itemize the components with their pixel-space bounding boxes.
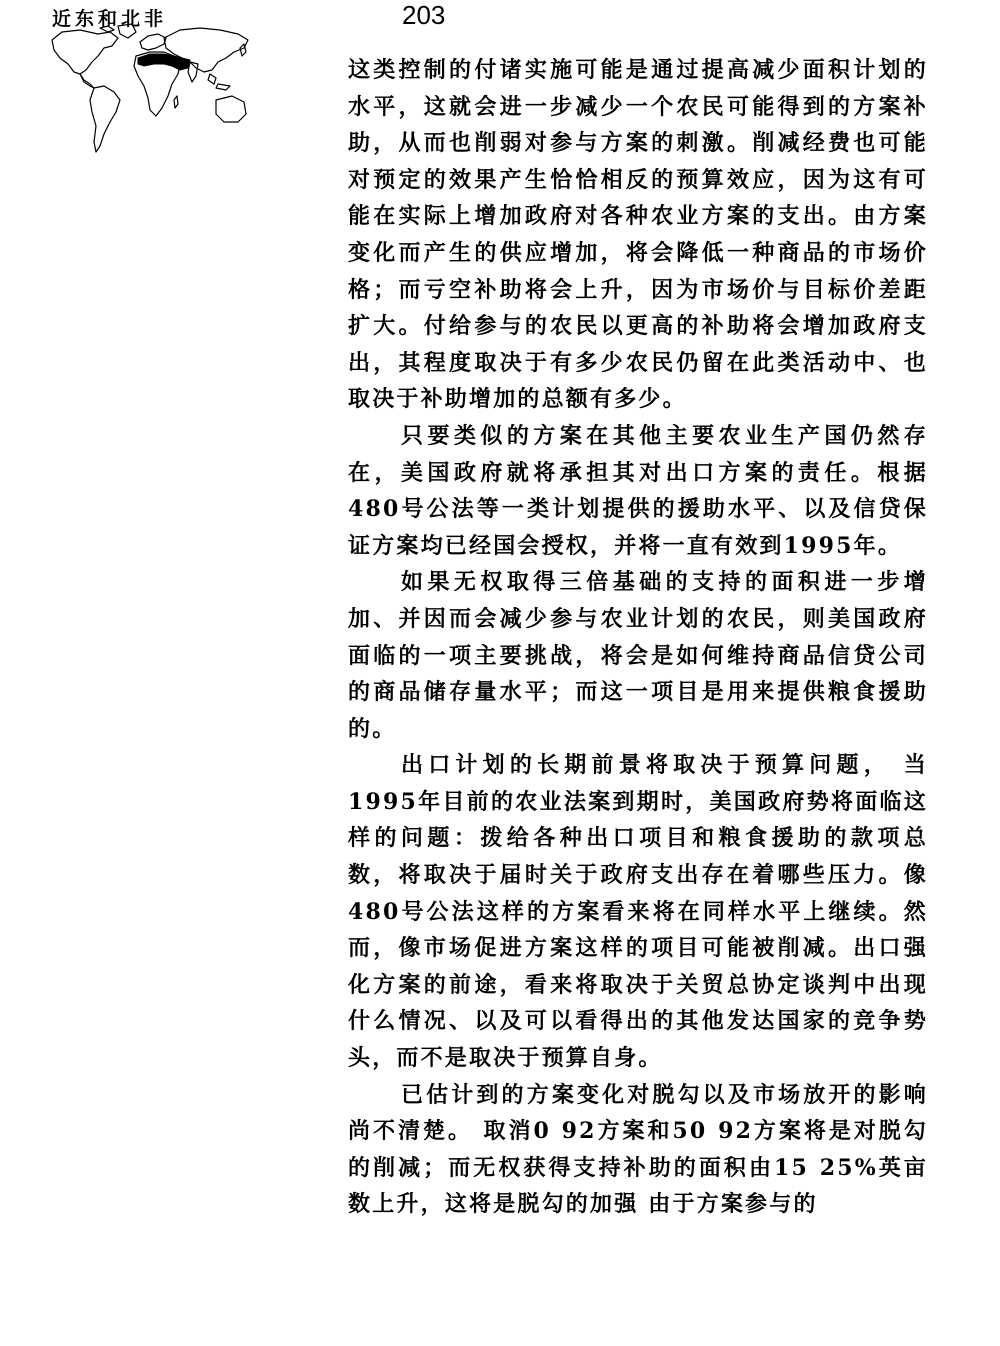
paragraph: 出口计划的长期前景将取决于预算问题， 当1995年目前的农业法案到期时，美国政府势将面临这样的问题：拨给各种出口项目和粮食援助的款项总数，将取决于届时关于政府支出存在着哪些压力。像480号公法这样的方案看来将在同样水平上继续。然而，像市场促进方案这样的项目可能被削减。出口强化方案的前途，看来将取决于关贸总协定谈判中出现什么情况、以及可以看得出的其他发达国家的竞争势头，而不是取决于预算自身。 <box>348 752 928 1072</box>
paragraph: 只要类似的方案在其他主要农业生产国仍然存在，美国政府就将承担其对出口方案的责任。根据480号公法等一类计划提供的援助水平、以及信贷保证方案均已经国会授权，并将一直有效到1995年。 <box>348 422 928 559</box>
world-map-icon <box>40 22 255 162</box>
body-text <box>348 52 928 1223</box>
paragraph: 这类控制的付诸实施可能是通过提高减少面积计划的水平，这就会进一步减少一个农民可能得到的方案补助，从而也削弱对参与方案的刺激。削减经费也可能对预定的效果产生恰恰相反的预算效应，因为这有可能在实际上增加政府对各种农业方案的支出。由方案变化而产生的供应增加，将会降低一种商品的市场价格；而亏空补助将会上升，因为市场价与目标价差距扩大。付给参与的农民以更高的补助将会增加政府支出，其程度取决于有多少农民仍留在此类活动中、也取决于补助增加的总额有多少。 <box>348 57 928 413</box>
region-label: 近东和北非 <box>52 8 168 30</box>
paragraph: 如果无权取得三倍基础的支持的面积进一步增加、并因而会减少参与农业计划的农民，则美国政府面临的一项主要挑战，将会是如何维持商品信贷公司的商品储存量水平；而这一项目是用来提供粮食援助的。 <box>348 569 928 742</box>
paragraph: 已估计到的方案变化对脱勾以及市场放开的影响尚不清楚。 取消0 92方案和50 92方案将是对脱勾的削减；而无权获得支持补助的面积由15 25%英亩数上升，这将是脱勾的加强 由于方案参与的 <box>348 1081 928 1218</box>
page-number: 203 <box>402 0 446 30</box>
